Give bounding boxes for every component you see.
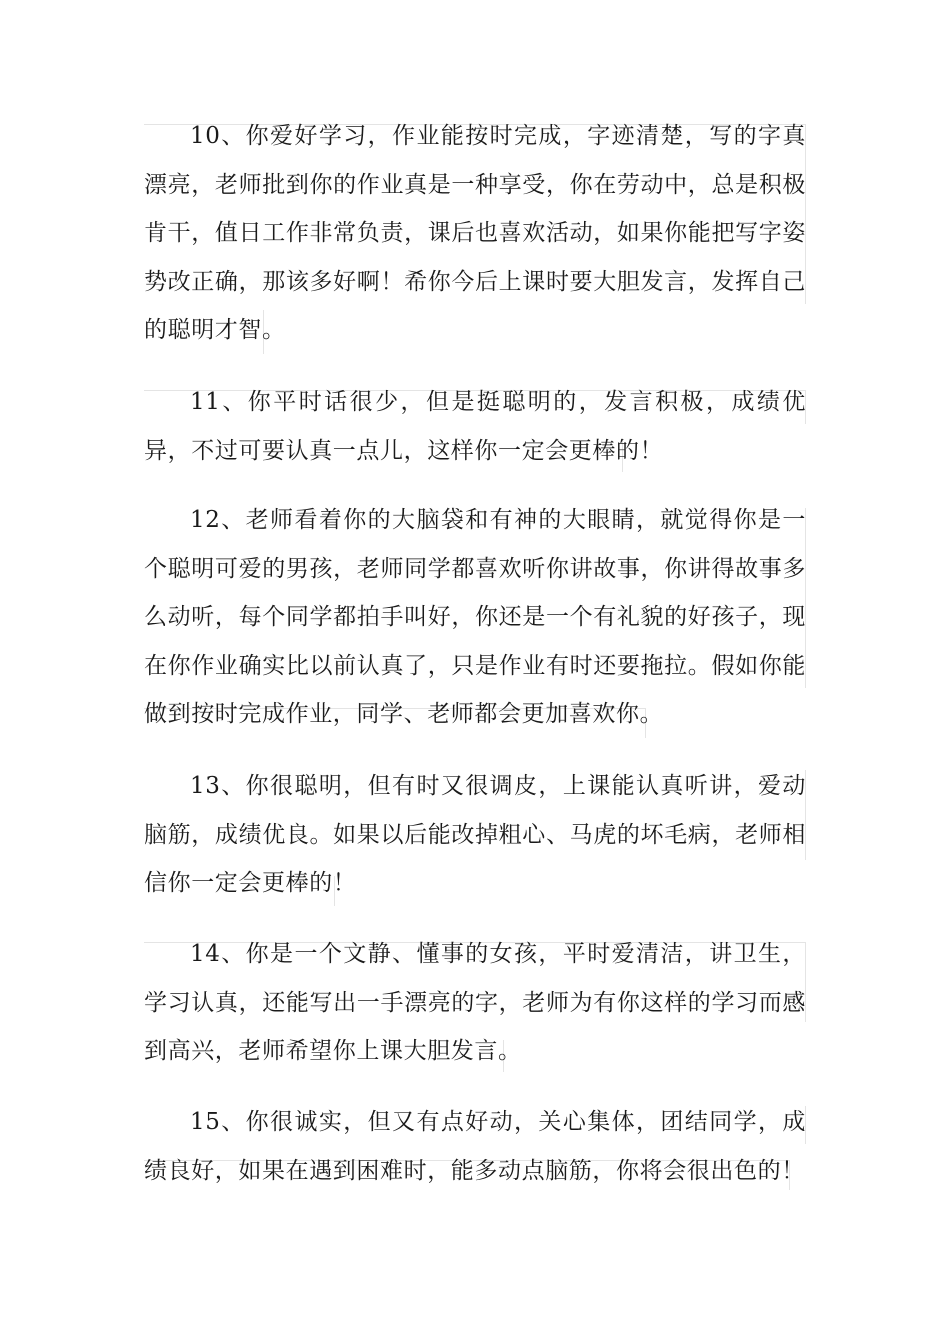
comment-paragraph-12: 12、老师看着你的大脑袋和有神的大眼睛，就觉得你是一个聪明可爱的男孩，老师同学都喜欢听你讲故事，你讲得故事多么动听，每个同学都拍手叫好，你还是一个有礼貌的好孩子，现在你作业确实比以前认真了，只是作业有时还要拖拉。假如你能做到按时完成作业，同学、老师都会更加喜欢你。 (144, 507, 806, 727)
comment-paragraph-15: 15、你很诚实，但又有点好动，关心集体，团结同学，成绩良好，如果在遇到困难时，能多动点脑筋，你将会很出色的！ (144, 1109, 806, 1184)
comment-paragraph-13: 13、你很聪明，但有时又很调皮，上课能认真听讲，爱动脑筋，成绩优良。如果以后能改掉粗心、马虎的坏毛病，老师相信你一定会更棒的！ (144, 773, 806, 896)
comment-paragraph-10: 10、你爱好学习，作业能按时完成，字迹清楚，写的字真漂亮，老师批到你的作业真是一种享受，你在劳动中，总是积极肯干，值日工作非常负责，课后也喜欢活动，如果你能把写字姿势改正确，那该多好啊！希你今后上课时要大胆发言，发挥自己的聪明才智。 (144, 123, 806, 343)
comment-paragraph-14: 14、你是一个文静、懂事的女孩，平时爱清洁，讲卫生，学习认真，还能写出一手漂亮的字，老师为有你这样的学习而感到高兴，老师希望你上课大胆发言。 (144, 941, 806, 1064)
comment-paragraph-11: 11、你平时话很少，但是挺聪明的，发言积极，成绩优异，不过可要认真一点儿，这样你一定会更棒的！ (144, 389, 806, 464)
